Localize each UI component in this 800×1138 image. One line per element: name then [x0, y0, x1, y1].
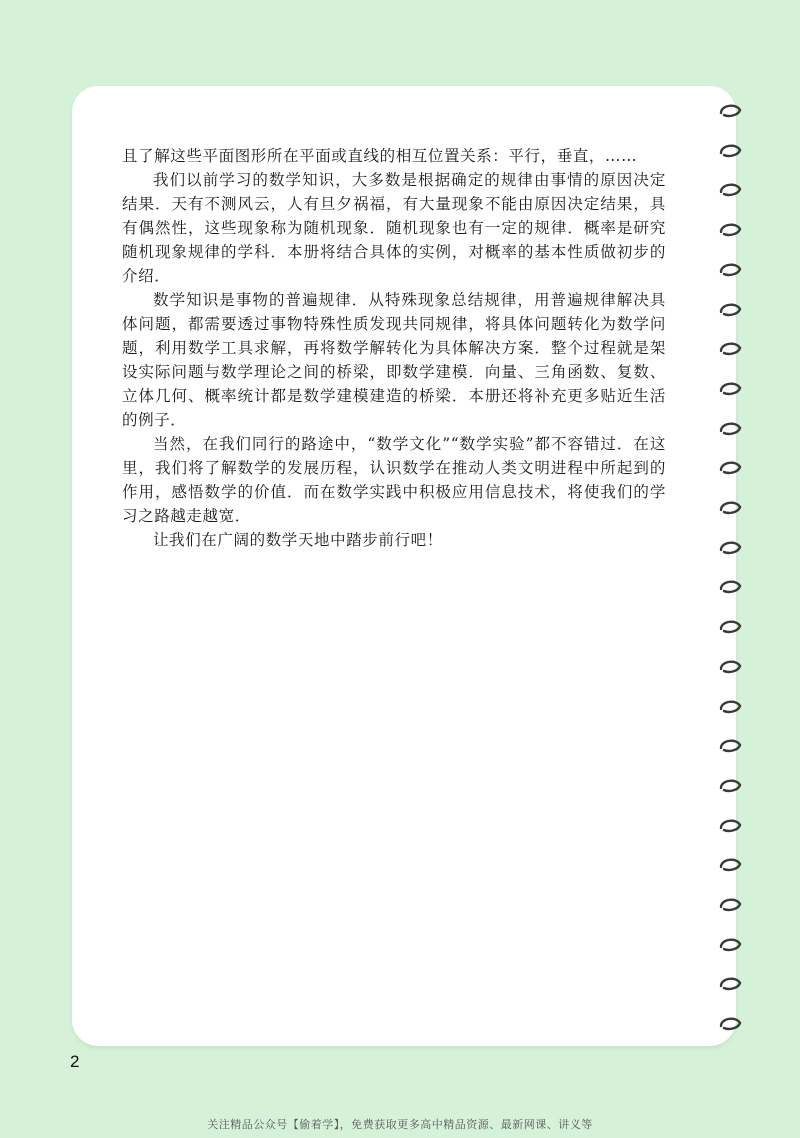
body-text — [122, 144, 666, 552]
binder-ring-icon — [716, 975, 746, 993]
binder-ring-icon — [716, 1015, 746, 1033]
binder-ring-icon — [716, 221, 746, 239]
binder-ring-icon — [716, 578, 746, 596]
paragraph-1: 且了解这些平面图形所在平面或直线的相互位置关系：平行，垂直，…… — [122, 147, 638, 165]
binder-ring-icon — [716, 856, 746, 874]
binder-ring-icon — [716, 340, 746, 358]
binder-ring-icon — [716, 658, 746, 676]
paragraph-4: 当然，在我们同行的路途中，“数学文化”“数学实验”都不容错过．在这里，我们将了解数学的发展历程，认识数学在推动人类文明进程中所起到的作用，感悟数学的价值．而在数学实践中积极应用信息技术，将使我们的学习之路越走越宽． — [122, 435, 666, 525]
binder-ring-icon — [716, 737, 746, 755]
binder-ring-icon — [716, 181, 746, 199]
binder-ring-icon — [716, 698, 746, 716]
binder-ring-icon — [716, 499, 746, 517]
page-number: 2 — [70, 1052, 80, 1071]
binder-ring-icon — [716, 142, 746, 160]
binder-ring-icon — [716, 420, 746, 438]
binder-ring-icon — [716, 896, 746, 914]
binder-ring-icon — [716, 301, 746, 319]
binder-ring-icon — [716, 102, 746, 120]
paragraph-3: 数学知识是事物的普遍规律．从特殊现象总结规律，用普遍规律解决具体问题，都需要透过事物特殊性质发现共同规律，将具体问题转化为数学问题，利用数学工具求解，再将数学解转化为具体解决方案．整个过程就是架设实际问题与数学理论之间的桥梁，即数学建模．向量、三角函数、复数、立体几何、概率统计都是数学建模建造的桥梁．本册还将补充更多贴近生活的例子． — [122, 291, 666, 429]
binder-rings — [716, 102, 764, 1042]
binder-ring-icon — [716, 777, 746, 795]
binder-ring-icon — [716, 817, 746, 835]
footer-note: 关注精品公众号【偷着学】，免费获取更多高中精品资源、最新网课、讲义等 — [207, 1118, 593, 1131]
binder-ring-icon — [716, 539, 746, 557]
binder-ring-icon — [716, 261, 746, 279]
binder-ring-icon — [716, 936, 746, 954]
binder-ring-icon — [716, 459, 746, 477]
binder-ring-icon — [716, 618, 746, 636]
paragraph-2: 我们以前学习的数学知识，大多数是根据确定的规律由事情的原因决定结果．天有不测风云，人有旦夕祸福，有大量现象不能由原因决定结果，具有偶然性，这些现象称为随机现象．随机现象也有一定的规律．概率是研究随机现象规律的学科．本册将结合具体的实例，对概率的基本性质做初步的介绍． — [122, 171, 666, 285]
binder-ring-icon — [716, 380, 746, 398]
paragraph-5: 让我们在广阔的数学天地中踏步前行吧！ — [153, 531, 443, 549]
